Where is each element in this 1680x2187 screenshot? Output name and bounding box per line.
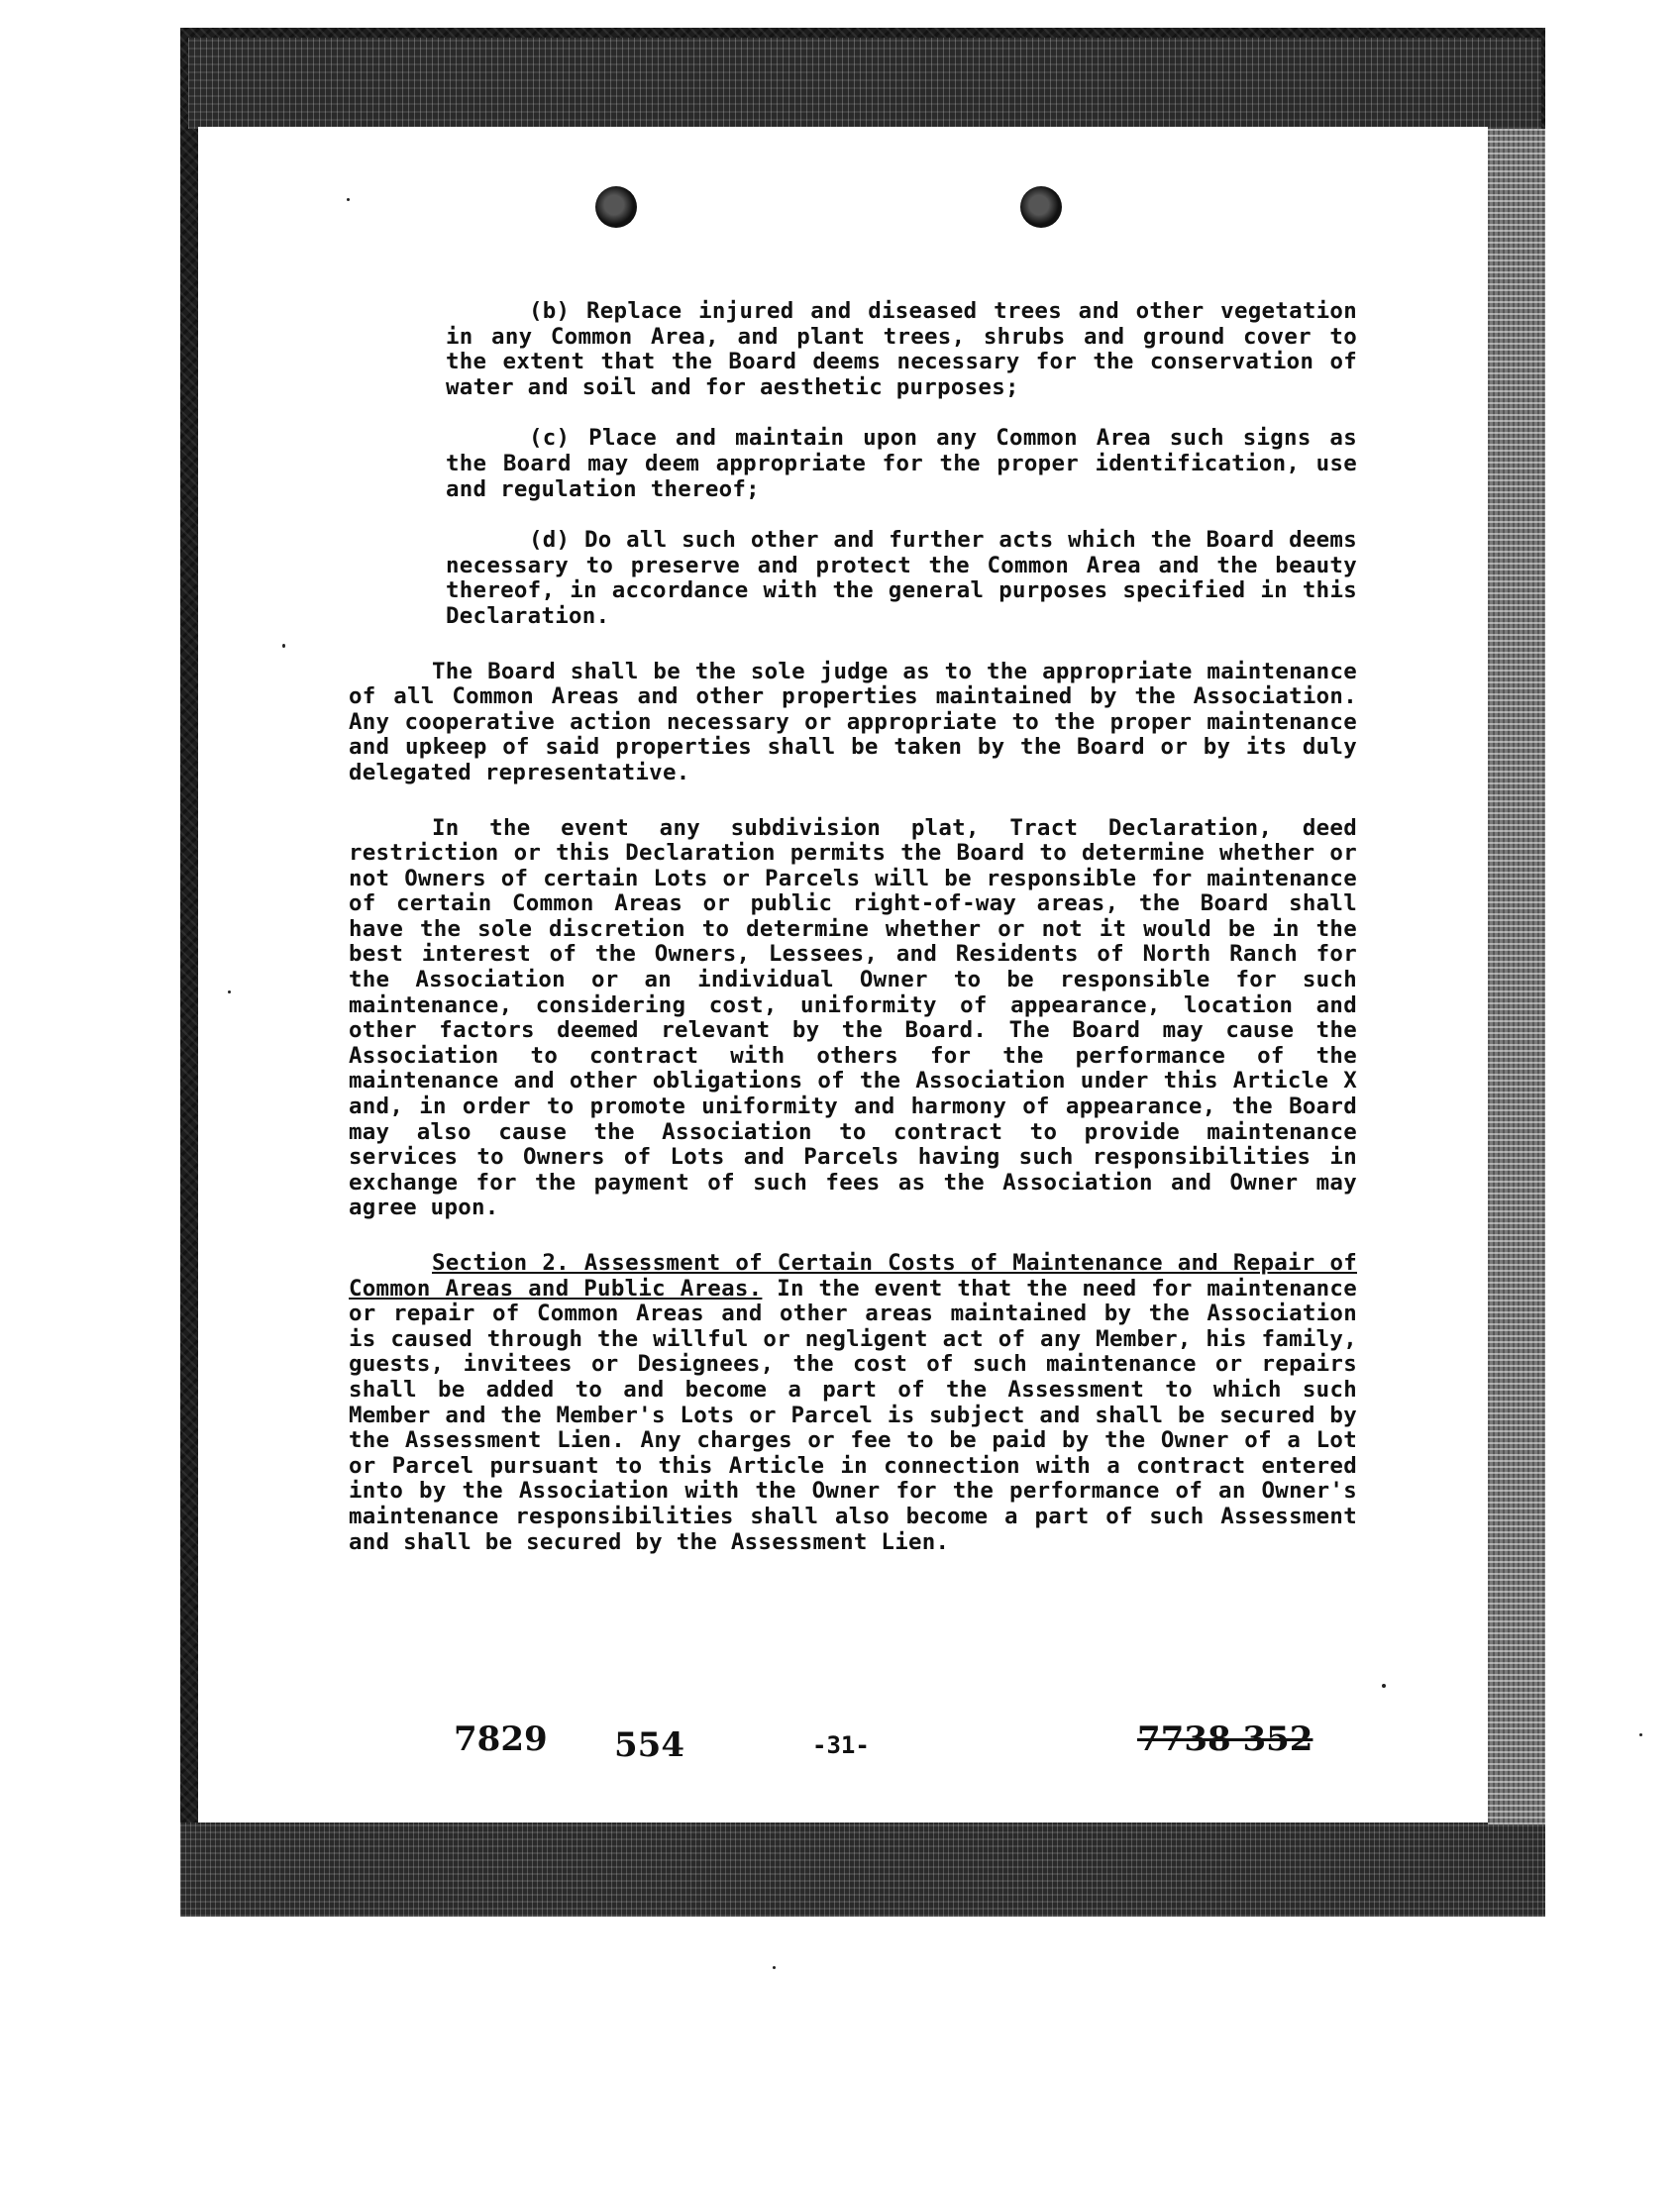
section-2-paragraph [349,1251,1357,1555]
sub-paragraph-b: (b) Replace injured and diseased trees and other vegetation in any Common Area, and plant trees, shrubs and ground cover to the extent that the Board deems necessary for the conservation of water and soil and for aesthetic purposes; [446,298,1357,400]
section-2-text: In the event that the need for maintenance or repair of Common Areas and other areas maintained by the Association is caused through the willful or negligent act of any Member, his family, guests, invitees or Designees, the cost of such maintenance or repairs shall be added to and become a part of the Assessment to which such Member and the Member's Lots or Parcel is subject and shall be secured by the Assessment Lien. Any charges or fee to be paid by the Owner of a Lot or Parcel pursuant to this Article in connection with a contract entered into by the Association with the Owner for the performance of an Owner's maintenance responsibilities shall also become a part of such Assessment and shall be secured by the Assessment Lien. [349,1275,1357,1555]
page-number: -31- [812,1731,870,1759]
scan-speck [773,1966,776,1969]
sub-paragraph-c: (c) Place and maintain upon any Common Area such signs as the Board may deem appropriate for the proper identification, use and regulation thereof; [446,425,1357,502]
scan-speck [228,990,231,993]
scan-speck [1382,1684,1386,1688]
sub-paragraph-d: (d) Do all such other and further acts which the Board deems necessary to preserve and protect the Common Area and the beauty thereof, in accordance with the general purposes specified in this Declaration. [446,527,1357,629]
scan-noise-top [188,38,1541,129]
scan-speck [1639,1733,1642,1736]
section-2-heading: Section 2. Assessment of Certain Costs of Maintenance and Repair of Common Areas and Public Areas. [349,1250,1357,1302]
struck-book-page: 7738 352 [1137,1719,1313,1759]
scan-noise-bottom [180,1822,1545,1917]
punch-hole-icon [595,186,637,228]
punch-hole-icon [1020,186,1062,228]
scan-noise-right-edge [1488,129,1545,1824]
paragraph-board-judge: The Board shall be the sole judge as to the appropriate maintenance of all Common Areas and other properties maintained by the Association. Any cooperative action necessary or appropriate to the proper maintenance and upkeep of said properties shall be taken by the Board or by its duly delegated representative. [349,658,1357,785]
recording-page-number: 554 [614,1725,684,1765]
scan-speck [282,644,285,648]
paragraph-board-discretion: In the event any subdivision plat, Tract Declaration, deed restriction or this Declaration permits the Board to determine whether or not Owners of certain Lots or Parcels will be responsible for maintenance of certain Common Areas or public right-of-way areas, the Board shall have the sole discretion to determine whether or not it would be in the best interest of the Owners, Lessees, and Residents of North Ranch for the Association or an individual Owner to be responsible for such maintenance, considering cost, uniformity of appearance, location and other factors deemed relevant by the Board. The Board may cause the Association to contract with others for the performance of the maintenance and other obligations of the Association under this Article X and, in order to promote uniformity and harmony of appearance, the Board may also cause the Association to contract to provide maintenance services to Owners of Lots and Parcels having such responsibilities in exchange for the payment of such fees as the Association and Owner may agree upon. [349,814,1357,1221]
document-body [349,299,1357,1555]
recording-book-number: 7829 [454,1719,548,1759]
scan-speck [347,198,350,201]
